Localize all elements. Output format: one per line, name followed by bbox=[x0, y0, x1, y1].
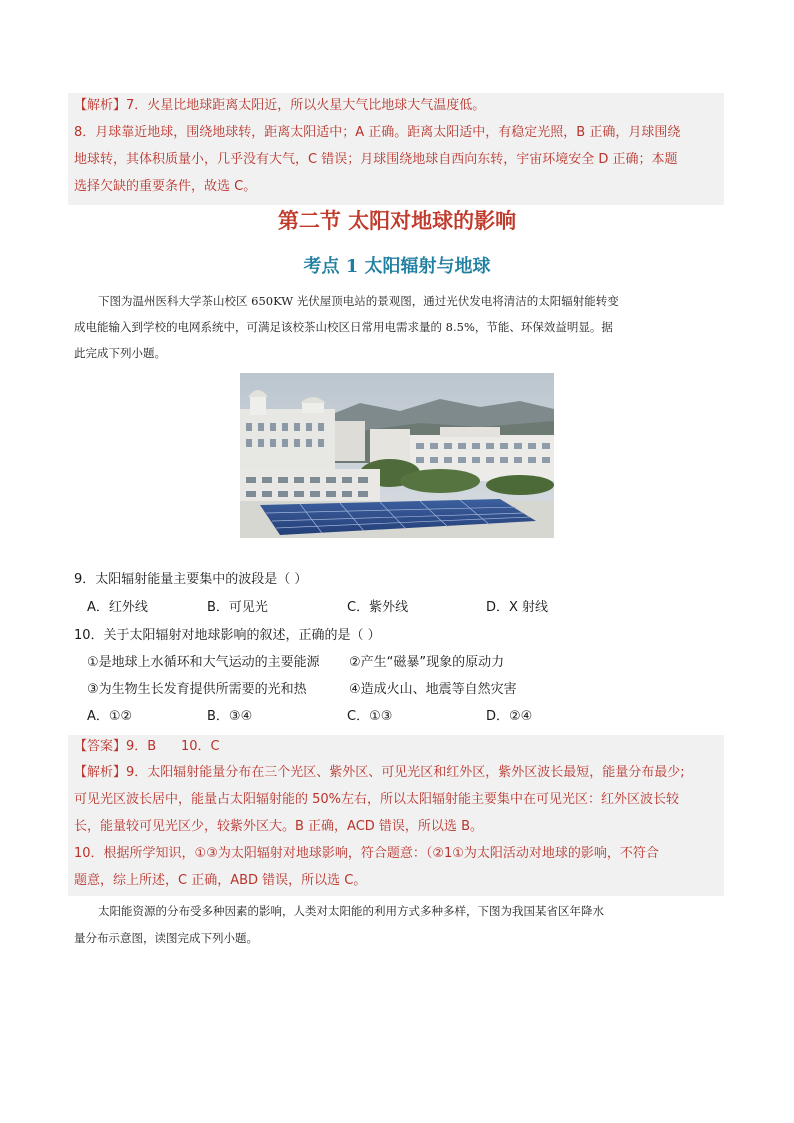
intro2-paragraph-line-1: 太阳能资源的分布受多种因素的影响，人类对太阳能的利用方式多种多样，下图为我国某省区年降水 bbox=[98, 904, 604, 918]
question-9-option-c: C．紫外线 bbox=[347, 600, 409, 615]
intro-paragraph-line-3: 此完成下列小题。 bbox=[74, 346, 166, 360]
intro-paragraph-line-2: 成电能输入到学校的电网系统中，可满足该校茶山校区日常用电需求量的 8.5%，节能、环保效益明显。据 bbox=[74, 320, 613, 334]
answer-tag: 【答案】 bbox=[74, 739, 127, 754]
analysis-top-line-2: 8．月球靠近地球，围绕地球转，距离太阳适中；A 正确。距离太阳适中，有稳定光照，B 正确，月球围绕 bbox=[74, 125, 681, 140]
analysis-2-line-4: 10．根据所学知识，①③为太阳辐射对地球影响，符合题意：（②1①为太阳活动对地球的影响，不符合 bbox=[74, 846, 659, 861]
question-10-item-1: ①是地球上水循环和大气运动的主要能源 bbox=[87, 655, 320, 670]
question-9-option-a: A．红外线 bbox=[87, 600, 148, 615]
question-9-option-d: D．X 射线 bbox=[486, 600, 549, 615]
answer-values: 9．B 10．C bbox=[126, 739, 220, 754]
intro2-paragraph-line-2: 量分布示意图，读图完成下列小题。 bbox=[74, 931, 258, 945]
analysis-2-line-1: 【解析】9．太阳辐射能量分布在三个光区、紫外区、可见光区和红外区，紫外区波长最短，能量分布最少; bbox=[74, 765, 685, 780]
analysis-2-line-5: 题意，综上所述，C 正确，ABD 错误，所以选 C。 bbox=[74, 873, 367, 888]
analysis-tag: 【解析】 bbox=[74, 765, 127, 780]
question-9-option-b: B．可见光 bbox=[207, 600, 268, 615]
analysis-top-line-4: 选择欠缺的重要条件，故选 C。 bbox=[74, 179, 257, 194]
section-title: 第二节 太阳对地球的影响 bbox=[277, 208, 517, 233]
question-10-stem: 10．关于太阳辐射对地球影响的叙述，正确的是（ ） bbox=[74, 628, 381, 643]
analysis-top-line-3: 地球转，其体积质量小，几乎没有大气，C 错误；月球围绕地球自西向东转，宇宙环境安全 D 正确；本题 bbox=[74, 152, 678, 167]
question-10-option-b: B．③④ bbox=[207, 709, 253, 724]
analysis-2-line-3: 长，能量较可见光区少，较紫外区大。B 正确，ACD 错误，所以选 B。 bbox=[74, 819, 483, 834]
intro-paragraph-line-1: 下图为温州医科大学茶山校区 650KW 光伏屋顶电站的景观图，通过光伏发电将清洁的太阳辐射能转变 bbox=[98, 294, 619, 308]
question-10-option-d: D．②④ bbox=[486, 709, 533, 724]
analysis-top-line-1: 【解析】7．火星比地球距离太阳近，所以火星大气比地球大气温度低。 bbox=[74, 98, 486, 113]
solar-campus-photo bbox=[240, 373, 554, 538]
question-10-option-a: A．①② bbox=[87, 709, 133, 724]
question-10-item-2: ②产生“磁暴”现象的原动力 bbox=[349, 655, 505, 670]
analysis-tag: 【解析】 bbox=[74, 98, 127, 113]
question-10-item-3: ③为生物生长发育提供所需要的光和热 bbox=[87, 682, 307, 697]
analysis-2-line-2: 可见光区波长居中，能量占太阳辐射能的 50%左右，所以太阳辐射能主要集中在可见光区：红外区波长较 bbox=[74, 792, 680, 807]
question-10-option-c: C．①③ bbox=[347, 709, 393, 724]
answer-line bbox=[74, 737, 220, 757]
question-10-item-4: ④造成火山、地震等自然灾害 bbox=[349, 682, 517, 697]
question-9-stem: 9．太阳辐射能量主要集中的波段是（ ） bbox=[74, 572, 308, 587]
kaodian-title: 考点 1 太阳辐射与地球 bbox=[303, 256, 491, 277]
